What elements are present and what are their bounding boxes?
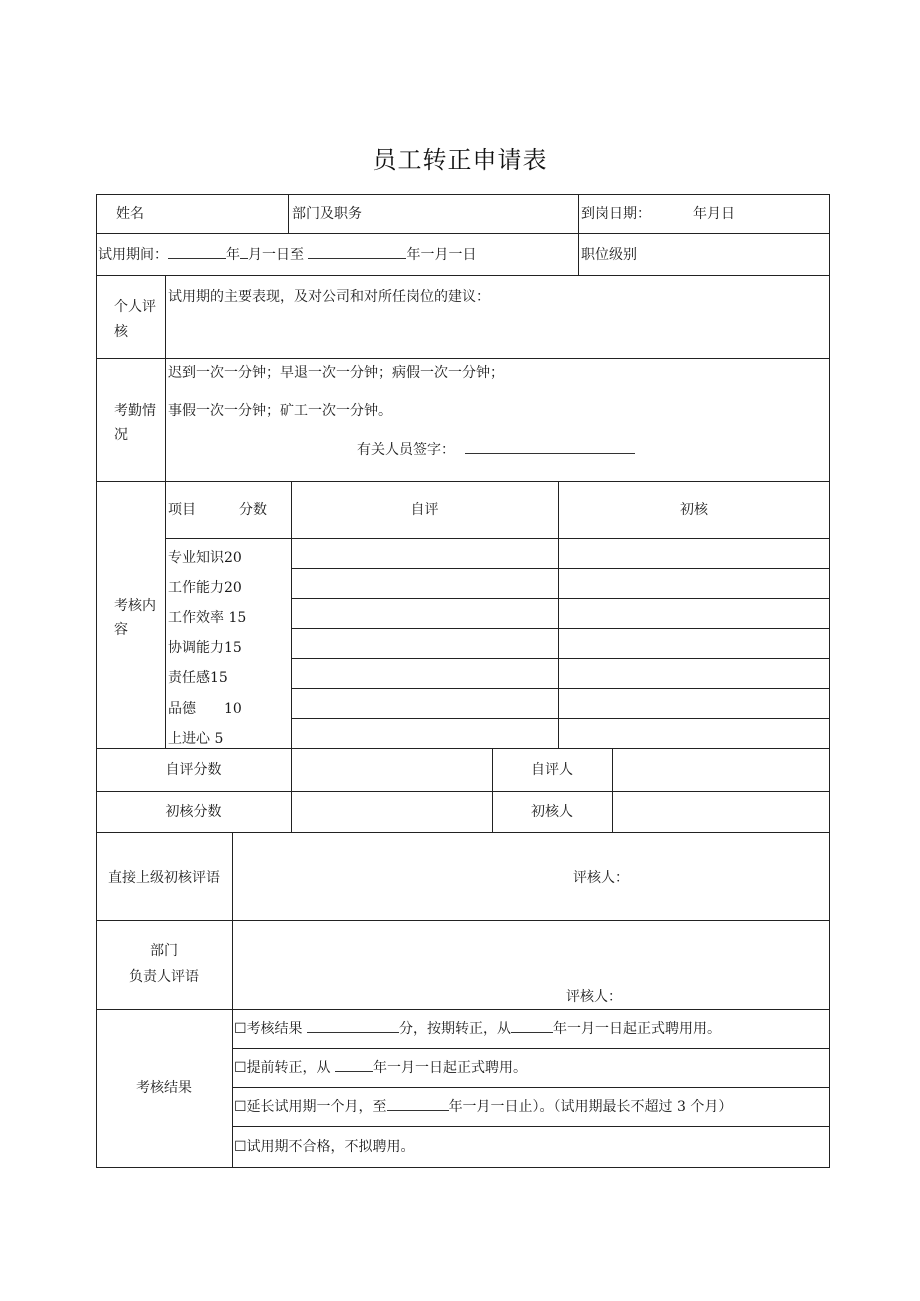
result-label: 考核结果 <box>136 1080 192 1096</box>
row-divider <box>96 358 830 359</box>
personal-review-label-2: 核 <box>114 324 128 340</box>
column-header-item: 项目 <box>168 502 196 518</box>
attendance-line-2: 事假一次一分钟；矿工一次一分钟。 <box>168 403 392 419</box>
initial-score-label: 初核分数 <box>165 804 222 820</box>
option-text: 年一月一日起正式聘用。 <box>373 1060 528 1076</box>
col-divider <box>288 194 289 234</box>
grid-line <box>291 598 830 599</box>
supervisor-comment-label: 直接上级初核评语 <box>108 870 220 886</box>
score-blank[interactable] <box>307 1020 399 1033</box>
result-option-extend[interactable] <box>234 1098 732 1116</box>
trial-period-field[interactable] <box>98 246 476 264</box>
assessment-label-1: 考核内 <box>114 598 156 614</box>
personal-review-prompt[interactable]: 试用期的主要表现，及对公司和对所任岗位的建议： <box>168 289 490 305</box>
row-divider <box>96 481 830 482</box>
row-divider <box>96 791 830 792</box>
page-title: 员工转正申请表 <box>372 146 548 174</box>
result-option-fail[interactable] <box>234 1138 415 1156</box>
grid-line <box>291 688 830 689</box>
signature-label: 有关人员签字： <box>357 442 455 458</box>
grid-line <box>291 658 830 659</box>
assessment-label-2: 容 <box>114 622 128 638</box>
checkbox[interactable]: ☐ <box>234 1021 247 1037</box>
assessment-item: 专业知识20 <box>168 550 242 566</box>
grid-line <box>291 628 830 629</box>
supervisor-reviewer-label: 评核人： <box>573 870 629 886</box>
assessment-item: 责任感15 <box>168 670 228 686</box>
assessment-item: 协调能力15 <box>168 640 242 656</box>
option-text: 考核结果 <box>246 1021 303 1037</box>
result-option-early[interactable] <box>234 1059 527 1077</box>
position-level-label: 职位级别 <box>581 247 637 263</box>
row-divider <box>96 275 830 276</box>
department-position-label: 部门及职务 <box>292 206 362 222</box>
grid-line <box>232 1087 830 1088</box>
attendance-line-1: 迟到一次一分钟；早退一次一分钟；病假一次一分钟； <box>168 365 504 381</box>
option-text: 延长试用期一个月，至 <box>246 1099 387 1115</box>
self-evaluator-label: 自评人 <box>531 762 573 778</box>
option-text: 年一月一日起正式聘用用。 <box>553 1021 722 1037</box>
table-border-bottom <box>96 1167 830 1168</box>
arrival-date-value[interactable]: 年月日 <box>693 206 735 222</box>
row-divider <box>96 832 830 833</box>
col-divider <box>612 748 613 833</box>
dept-head-label-2: 负责人评语 <box>129 969 199 985</box>
col-divider <box>232 832 233 1168</box>
year-text: 年 <box>226 247 240 263</box>
grid-line <box>291 568 830 569</box>
col-divider <box>291 481 292 833</box>
table-border-top <box>96 194 830 195</box>
signature-blank[interactable] <box>465 441 635 454</box>
end-text: 年一月一日 <box>406 247 477 263</box>
grid-line <box>165 538 830 539</box>
checkbox[interactable]: ☐ <box>234 1099 247 1115</box>
option-text: 分，按期转正，从 <box>399 1021 512 1037</box>
trial-period-label: 试用期间： <box>98 247 168 263</box>
blank-year-end[interactable] <box>308 246 406 259</box>
initial-evaluator-label: 初核人 <box>531 804 573 820</box>
assessment-item: 工作能力20 <box>168 580 242 596</box>
date-blank[interactable] <box>335 1059 373 1072</box>
self-score-label: 自评分数 <box>165 762 222 778</box>
grid-line <box>232 1126 830 1127</box>
name-label: 姓名 <box>116 206 144 222</box>
table-border-right <box>829 194 830 1168</box>
date-blank[interactable] <box>387 1098 449 1111</box>
column-header-score: 分数 <box>239 502 267 518</box>
grid-line <box>291 718 830 719</box>
dept-head-reviewer-label: 评核人： <box>566 989 622 1005</box>
mid-text: 月一日至 <box>248 247 304 263</box>
col-divider <box>578 194 579 276</box>
assessment-item: 品德 10 <box>168 701 242 717</box>
row-divider <box>96 748 830 749</box>
row-divider <box>96 233 830 234</box>
table-border-left <box>96 194 97 1168</box>
column-header-self: 自评 <box>410 502 439 518</box>
result-option-on-time[interactable] <box>234 1020 721 1038</box>
checkbox[interactable]: ☐ <box>234 1139 247 1155</box>
option-text: 年一月一日止）。（试用期最长不超过 3 个月） <box>448 1099 733 1115</box>
checkbox[interactable]: ☐ <box>234 1060 247 1076</box>
option-text: 试用期不合格，不拟聘用。 <box>246 1139 415 1155</box>
blank-month-start[interactable] <box>240 246 248 259</box>
assessment-item: 上进心 5 <box>168 731 224 747</box>
col-divider <box>558 481 559 749</box>
row-divider <box>96 1009 830 1010</box>
grid-line <box>232 1048 830 1049</box>
dept-head-label-1: 部门 <box>150 943 178 959</box>
personal-review-label-1: 个人评 <box>114 299 156 315</box>
date-blank[interactable] <box>511 1020 553 1033</box>
attendance-label-1: 考勤情 <box>114 403 156 419</box>
column-header-initial: 初核 <box>680 502 708 518</box>
blank-year-start[interactable] <box>168 246 226 259</box>
row-divider <box>96 920 830 921</box>
col-divider <box>165 275 166 749</box>
arrival-date-label: 到岗日期： <box>581 206 651 222</box>
assessment-item: 工作效率 15 <box>168 610 247 626</box>
option-text: 提前转正，从 <box>246 1060 331 1076</box>
signature-field[interactable] <box>357 441 635 459</box>
attendance-label-2: 况 <box>114 427 128 443</box>
